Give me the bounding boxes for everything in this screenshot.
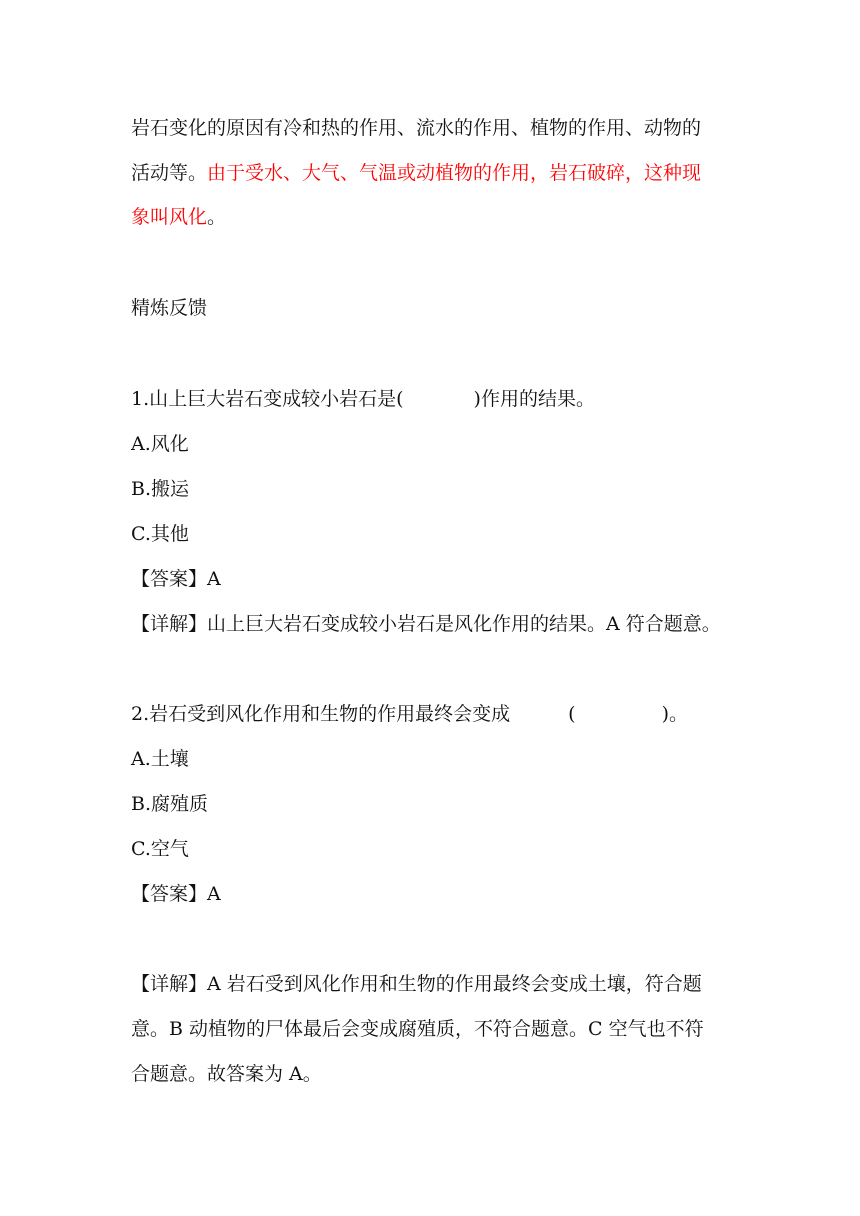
intro-line-3 [131,205,226,229]
q1-stem-start: 1.山上巨大岩石变成较小岩石是( [131,388,404,410]
q2-explanation-line-1: 【详解】A 岩石受到风化作用和生物的作用最终会变成土壤，符合题 [131,973,702,995]
definition-highlight: 由于受水、大气、气温或动植物的作用，岩石破碎，这种现 [207,162,702,184]
intro-line-1: 岩石变化的原因有冷和热的作用、流水的作用、植物的作用、动物的 [131,117,702,139]
q1-option-c: C.其他 [131,523,189,545]
q2-explanation-line-2: 意。B 动植物的尸体最后会变成腐殖质，不符合题意。C 空气也不符 [131,1018,704,1040]
question-1-stem [131,387,595,411]
q1-explanation: 【详解】山上巨大岩石变成较小岩石是风化作用的结果。A 符合题意。 [131,613,721,635]
intro-text: 活动等。 [131,162,208,184]
intro-line-2 [131,161,701,185]
q2-stem-end: )。 [661,703,688,725]
section-title: 精炼反馈 [131,297,208,319]
q2-answer: 【答案】A [131,883,221,905]
q1-answer: 【答案】A [131,568,221,590]
q2-option-c: C.空气 [131,838,189,860]
definition-highlight-end: 象叫风化 [131,206,208,228]
question-2-stem [131,702,688,726]
q2-stem-start: 2.岩石受到风化作用和生物的作用最终会变成 [131,703,511,725]
intro-period: 。 [207,206,227,228]
q2-option-b: B.腐殖质 [131,793,209,815]
q2-option-a: A.土壤 [131,748,189,770]
q1-option-b: B.搬运 [131,478,190,500]
q2-paren-open: ( [568,703,576,725]
q2-explanation-line-3: 合题意。故答案为 A。 [131,1063,322,1085]
q1-option-a: A.风化 [131,433,189,455]
q1-stem-end: )作用的结果。 [473,388,595,410]
